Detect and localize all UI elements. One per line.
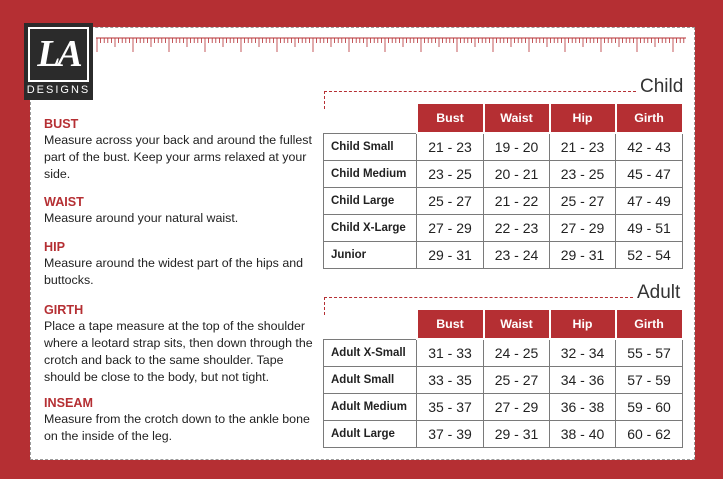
child-col-hip: Hip <box>550 103 616 133</box>
hip-heading: HIP <box>44 240 65 254</box>
waist-cell: 25 - 27 <box>484 367 550 394</box>
table-row <box>324 161 683 188</box>
child-col-girth: Girth <box>616 103 683 133</box>
hip-cell: 34 - 36 <box>550 367 616 394</box>
bust-instruction <box>44 116 314 183</box>
hip-cell: 29 - 31 <box>550 242 616 269</box>
girth-cell: 42 - 43 <box>616 133 683 161</box>
girth-cell: 57 - 59 <box>616 367 683 394</box>
girth-cell: 55 - 57 <box>616 339 683 367</box>
girth-text: Place a tape measure at the top of the shoulder where a leotard strap sits, then down through the crotch and back to the same shoulder. Tape should be close to the body, but not tight. <box>44 319 313 384</box>
adult-section-title: Adult <box>637 282 681 303</box>
la-designs-logo <box>24 23 93 100</box>
inseam-text: Measure from the crotch down to the ankle bone on the inside of the leg. <box>44 412 310 443</box>
inseam-heading: INSEAM <box>44 396 93 410</box>
adult-size-table <box>323 308 684 448</box>
waist-cell: 29 - 31 <box>484 421 550 448</box>
size-label: Adult X-Small <box>324 339 417 367</box>
girth-cell: 59 - 60 <box>616 394 683 421</box>
size-label: Adult Large <box>324 421 417 448</box>
size-label: Child Medium <box>324 161 417 188</box>
child-section-title: Child <box>640 76 684 97</box>
size-label: Child Large <box>324 188 417 215</box>
waist-heading: WAIST <box>44 195 84 209</box>
hip-text: Measure around the widest part of the hips and buttocks. <box>44 256 303 287</box>
size-label: Child X-Large <box>324 215 417 242</box>
bust-cell: 31 - 33 <box>417 339 484 367</box>
child-col-waist: Waist <box>484 103 550 133</box>
hip-cell: 21 - 23 <box>550 133 616 161</box>
waist-cell: 22 - 23 <box>484 215 550 242</box>
child-col-bust: Bust <box>417 103 484 133</box>
girth-cell: 60 - 62 <box>616 421 683 448</box>
child-divider <box>324 91 636 92</box>
size-label: Child Small <box>324 133 417 161</box>
waist-cell: 19 - 20 <box>484 133 550 161</box>
table-row <box>324 215 683 242</box>
waist-cell: 24 - 25 <box>484 339 550 367</box>
logo-mark: LA <box>37 33 80 75</box>
child-corner-cell <box>324 103 417 133</box>
girth-cell: 49 - 51 <box>616 215 683 242</box>
bust-cell: 27 - 29 <box>417 215 484 242</box>
hip-cell: 23 - 25 <box>550 161 616 188</box>
adult-col-waist: Waist <box>484 309 550 339</box>
girth-heading: GIRTH <box>44 303 84 317</box>
table-row <box>324 242 683 269</box>
size-label: Junior <box>324 242 417 269</box>
bust-cell: 23 - 25 <box>417 161 484 188</box>
bust-cell: 25 - 27 <box>417 188 484 215</box>
bust-text: Measure across your back and around the fullest part of the bust. Keep your arms relaxed at your side. <box>44 133 312 181</box>
table-row <box>324 394 683 421</box>
girth-cell: 52 - 54 <box>616 242 683 269</box>
waist-cell: 20 - 21 <box>484 161 550 188</box>
waist-cell: 23 - 24 <box>484 242 550 269</box>
table-row <box>324 339 683 367</box>
girth-cell: 47 - 49 <box>616 188 683 215</box>
child-header-row <box>324 103 683 133</box>
hip-cell: 27 - 29 <box>550 215 616 242</box>
adult-divider <box>324 297 633 298</box>
girth-instruction <box>44 302 314 386</box>
child-size-table <box>323 102 684 269</box>
waist-text: Measure around your natural waist. <box>44 211 239 225</box>
hip-cell: 32 - 34 <box>550 339 616 367</box>
bust-cell: 35 - 37 <box>417 394 484 421</box>
bust-cell: 29 - 31 <box>417 242 484 269</box>
logo-frame <box>28 27 89 82</box>
waist-cell: 21 - 22 <box>484 188 550 215</box>
hip-cell: 36 - 38 <box>550 394 616 421</box>
adult-col-hip: Hip <box>550 309 616 339</box>
table-row <box>324 367 683 394</box>
waist-cell: 27 - 29 <box>484 394 550 421</box>
size-label: Adult Medium <box>324 394 417 421</box>
bust-cell: 37 - 39 <box>417 421 484 448</box>
inseam-instruction <box>44 395 314 445</box>
adult-col-girth: Girth <box>616 309 683 339</box>
bust-cell: 21 - 23 <box>417 133 484 161</box>
adult-col-bust: Bust <box>417 309 484 339</box>
hip-cell: 38 - 40 <box>550 421 616 448</box>
adult-corner-cell <box>324 309 417 339</box>
waist-instruction <box>44 194 314 227</box>
tape-measure-ruler-icon <box>96 37 686 55</box>
girth-cell: 45 - 47 <box>616 161 683 188</box>
adult-header-row <box>324 309 683 339</box>
hip-instruction <box>44 239 314 289</box>
table-row <box>324 421 683 448</box>
bust-cell: 33 - 35 <box>417 367 484 394</box>
table-row <box>324 188 683 215</box>
table-row <box>324 133 683 161</box>
logo-wordmark: DESIGNS <box>26 84 91 96</box>
size-label: Adult Small <box>324 367 417 394</box>
bust-heading: BUST <box>44 117 79 131</box>
hip-cell: 25 - 27 <box>550 188 616 215</box>
